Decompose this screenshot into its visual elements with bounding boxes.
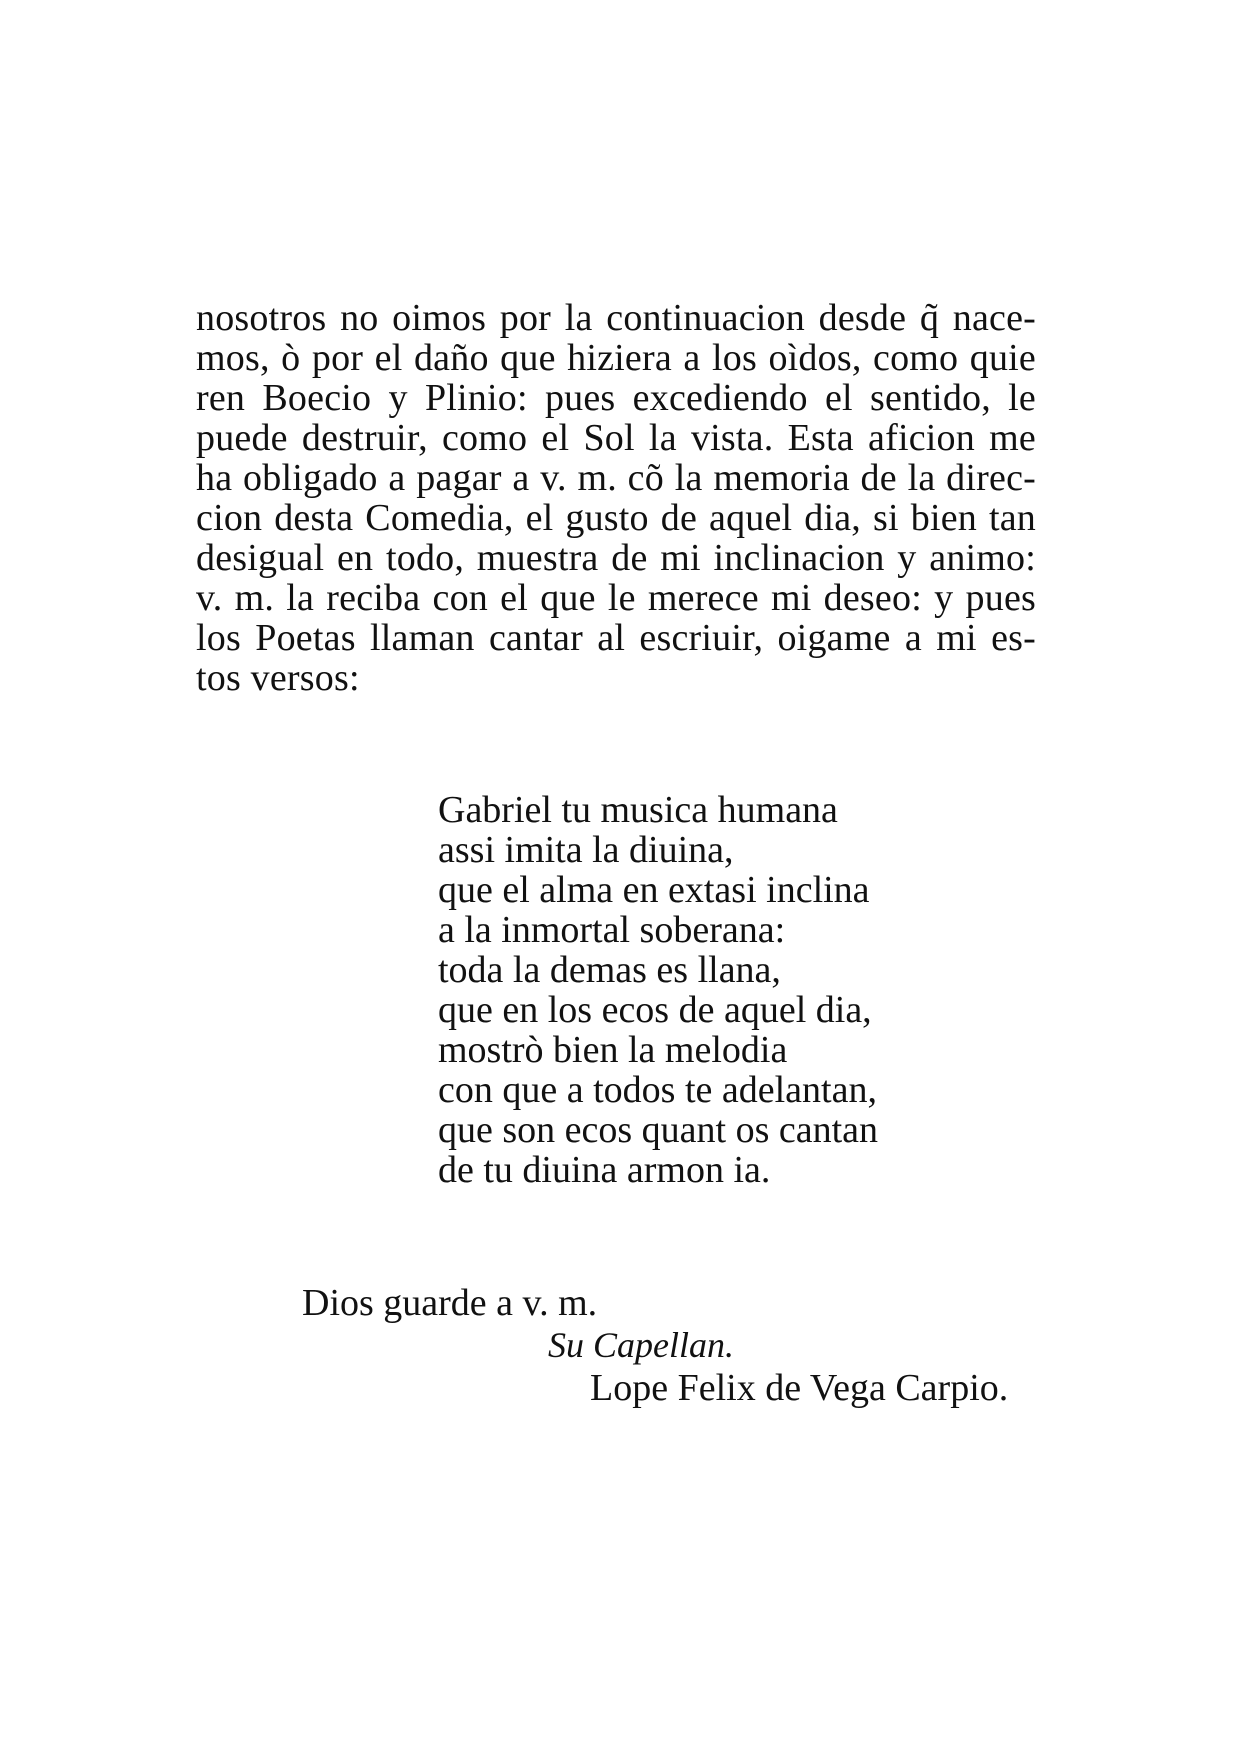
prose-line: nosotros no oimos por la continuacion desde q̃ nace-	[196, 297, 1036, 339]
prose-line: puede destruir, como el Sol la vista. Esta aficion me	[196, 417, 1036, 459]
verse-line: de tu diuina armon ia.	[438, 1149, 771, 1191]
prose-line: v. m. la reciba con el que le merece mi deseo: y pues	[196, 577, 1036, 619]
prose-paragraph	[196, 298, 1036, 698]
prose-line: ha obligado a pagar a v. m. cõ la memoria de la direc-	[196, 457, 1036, 499]
prose-line: mos, ò por el daño que hiziera a los oìdos, como quie	[196, 337, 1036, 379]
verse-line: que son ecos quant os cantan	[438, 1109, 879, 1151]
verse-stanza	[438, 790, 958, 1190]
verse-line: Gabriel tu musica humana	[438, 789, 838, 831]
prose-line: cion desta Comedia, el gusto de aquel dia, si bien tan	[196, 497, 1036, 539]
verse-line: con que a todos te adelantan,	[438, 1069, 877, 1111]
author-signature: Lope Felix de Vega Carpio.	[590, 1367, 1009, 1409]
prose-line: los Poetas llaman cantar al escriuir, oigame a mi es-	[196, 617, 1036, 659]
verse-line: mostrò bien la melodia	[438, 1029, 788, 1071]
closing-title: Su Capellan.	[548, 1325, 734, 1365]
prose-line: ren Boecio y Plinio: pues excediendo el sentido, le	[196, 377, 1036, 419]
prose-line: desigual en todo, muestra de mi inclinacion y animo:	[196, 537, 1036, 579]
prose-line: tos versos:	[196, 657, 360, 699]
verse-line: que en los ecos de aquel dia,	[438, 989, 872, 1031]
verse-line: a la inmortal soberana:	[438, 909, 786, 951]
verse-line: assi imita la diuina,	[438, 829, 734, 871]
verse-line: toda la demas es llana,	[438, 949, 781, 991]
closing-greeting: Dios guarde a v. m.	[302, 1282, 598, 1324]
verse-line: que el alma en extasi inclina	[438, 869, 870, 911]
